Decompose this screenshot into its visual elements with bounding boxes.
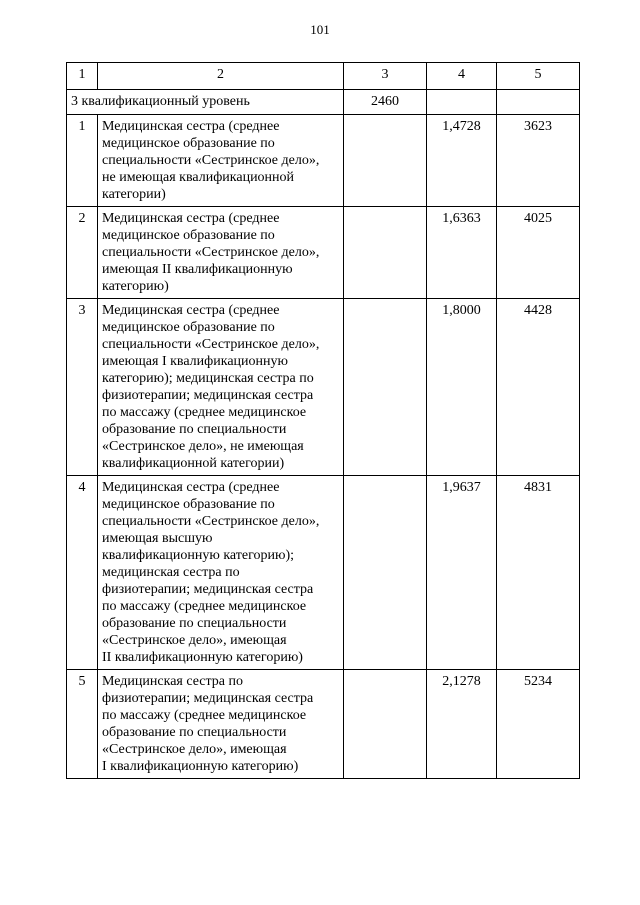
row-salary: 4831 xyxy=(497,476,580,670)
table-row xyxy=(67,115,580,207)
table-header-row xyxy=(67,63,580,90)
row-salary: 3623 xyxy=(497,115,580,207)
row-coefficient: 1,4728 xyxy=(427,115,497,207)
qualification-level-base-salary: 2460 xyxy=(344,90,427,115)
position-description: Медицинская сестра (среднее медицинское образование по специальности «Сестринское дело», имеющая высшую квалификационную категорию); медицинская сестра по физиотерапии; медицинская сестра по массажу (среднее медицинское образование по специальности «Сестринское дело», имеющая II квалификационную категорию) xyxy=(98,476,344,670)
position-description: Медицинская сестра (среднее медицинское образование по специальности «Сестринское дело», имеющая II квалификационную категорию) xyxy=(98,207,344,299)
row-salary: 4428 xyxy=(497,299,580,476)
header-cell-4: 4 xyxy=(427,63,497,90)
header-cell-5: 5 xyxy=(497,63,580,90)
qualification-level-empty-4 xyxy=(427,90,497,115)
row-col3 xyxy=(344,299,427,476)
header-cell-3: 3 xyxy=(344,63,427,90)
position-description: Медицинская сестра (среднее медицинское образование по специальности «Сестринское дело», не имеющая квалификационной категории) xyxy=(98,115,344,207)
row-coefficient: 1,9637 xyxy=(427,476,497,670)
row-index: 5 xyxy=(67,670,98,779)
row-col3 xyxy=(344,670,427,779)
qualification-level-empty-5 xyxy=(497,90,580,115)
row-coefficient: 1,6363 xyxy=(427,207,497,299)
position-description: Медицинская сестра (среднее медицинское образование по специальности «Сестринское дело», имеющая I квалификационную категорию); медицинская сестра по физиотерапии; медицинская сестра по массажу (среднее медицинское образование по специальности «Сестринское дело», не имеющая квалификационной категории) xyxy=(98,299,344,476)
salary-table xyxy=(66,62,580,779)
table-row xyxy=(67,670,580,779)
row-coefficient: 1,8000 xyxy=(427,299,497,476)
header-cell-1: 1 xyxy=(67,63,98,90)
row-salary: 5234 xyxy=(497,670,580,779)
table-row xyxy=(67,207,580,299)
row-index: 3 xyxy=(67,299,98,476)
table-row xyxy=(67,299,580,476)
row-salary: 4025 xyxy=(497,207,580,299)
header-cell-2: 2 xyxy=(98,63,344,90)
row-col3 xyxy=(344,207,427,299)
row-col3 xyxy=(344,476,427,670)
row-index: 1 xyxy=(67,115,98,207)
qualification-level-row xyxy=(67,90,580,115)
page-number: 101 xyxy=(310,22,330,37)
row-coefficient: 2,1278 xyxy=(427,670,497,779)
row-index: 2 xyxy=(67,207,98,299)
row-index: 4 xyxy=(67,476,98,670)
qualification-level-label: 3 квалификационный уровень xyxy=(67,90,344,115)
position-description: Медицинская сестра по физиотерапии; медицинская сестра по массажу (среднее медицинское образование по специальности «Сестринское дело», имеющая I квалификационную категорию) xyxy=(98,670,344,779)
row-col3 xyxy=(344,115,427,207)
table-row xyxy=(67,476,580,670)
